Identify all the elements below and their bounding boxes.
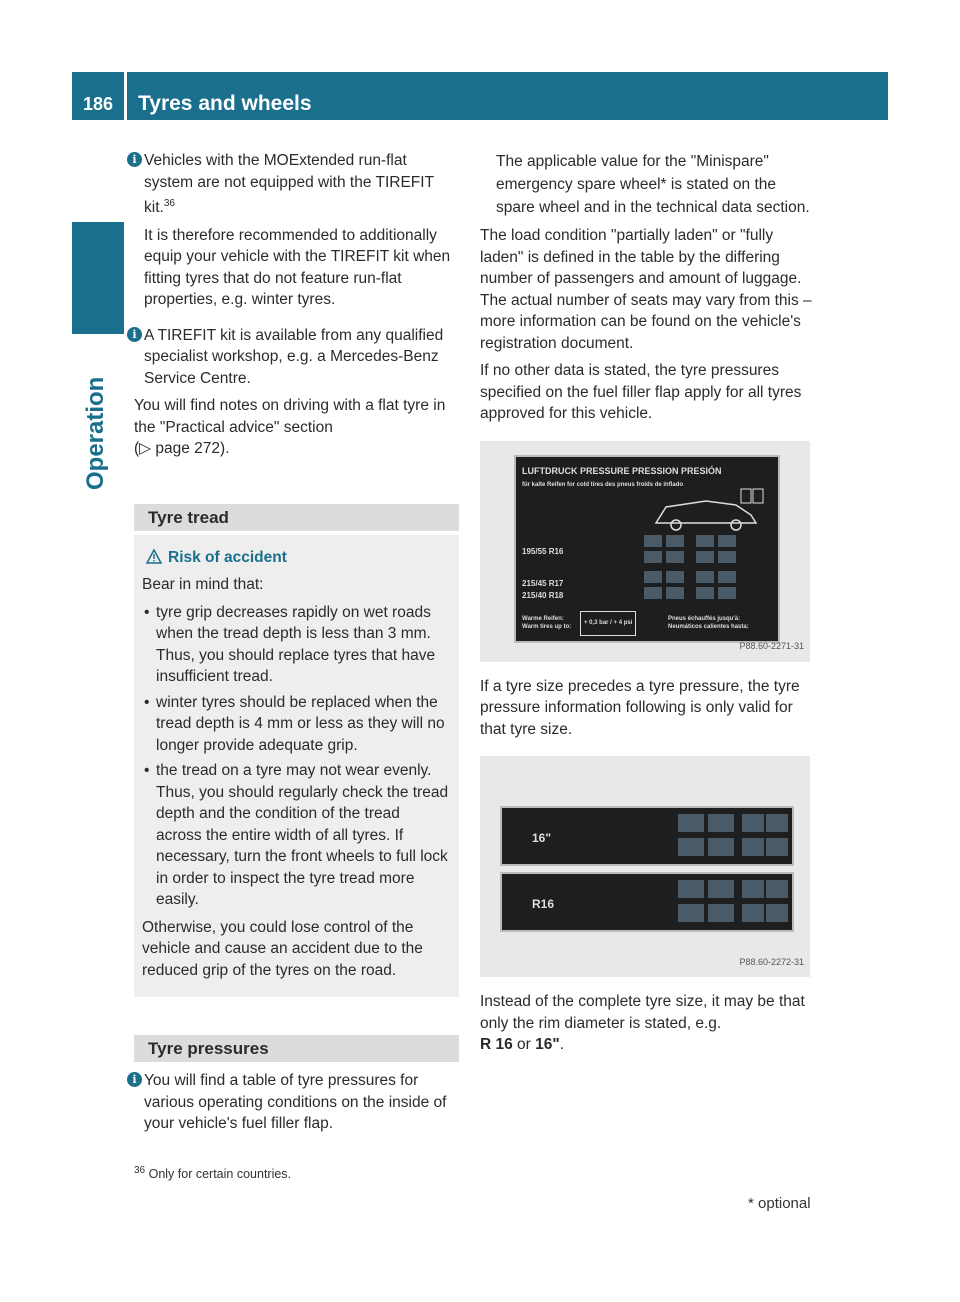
section-heading-tyre-pressures: Tyre pressures [134, 1035, 459, 1062]
plate-subtitle: für kalte Reifen for cold tires des pneus froids de inflado [522, 481, 684, 488]
info-icon: i [127, 327, 142, 342]
minispare-text: The applicable value for the "Minispare" emergency spare wheel* is stated on the spare wheel and in the technical data section. [496, 153, 810, 216]
plate-r16 [500, 872, 794, 932]
info1-line1: Vehicles with the MOExtended run-flat [144, 152, 407, 169]
flat-tyre-text: You will find notes on driving with a flat tyre in the "Practical advice" section [134, 397, 446, 436]
page-reference-link[interactable]: (▷ page 272). [134, 440, 230, 458]
side-label: Operation [82, 376, 109, 490]
header-divider [124, 72, 127, 120]
figure-caption: P88.60-2271-31 [739, 641, 804, 651]
warning-title [142, 547, 449, 569]
info-note-moextended [134, 150, 459, 311]
tyre-size-2: 215/45 R17 [522, 578, 564, 588]
plate-label-16: 16" [532, 831, 552, 845]
right-column [480, 150, 812, 1062]
tyre-size-3: 215/40 R18 [522, 590, 564, 600]
section-heading-tyre-tread: Tyre tread [134, 504, 459, 531]
tyre-size-text: If a tyre size precedes a tyre pressure, the tyre pressure information following is only valid for that tyre size. [480, 677, 800, 738]
warning-intro: Bear in mind that: [142, 576, 264, 594]
warm-value: + 0,3 bar / + 4 psi [580, 611, 636, 637]
rim-diameter-text: Instead of the complete tyre size, it may be that only the rim diameter is stated, e.g. R 16 or 16". [480, 993, 805, 1053]
info-note-tirefit [134, 325, 459, 390]
plate-label-r16: R16 [532, 897, 555, 911]
load-condition-text: The load condition "partially laden" or "fully laden" is defined in the table by the differing number of passengers and amount of luggage. The actual number of seats may vary from this – more information can be found on the vehicle's registration document. [480, 227, 812, 352]
info1-paragraph2: It is therefore recommended to additionally equip your vehicle with the TIREFIT kit when fitting tyres that do not feature run-flat properties, e.g. winter tyres. [144, 226, 451, 309]
warm-label-4: Neumáticos calientes hasta: [668, 623, 749, 630]
warning-outro: Otherwise, you could lose control of the vehicle and cause an accident due to the reduced grip of the tyres on the road. [142, 918, 423, 979]
tyre-size-1: 195/55 R16 [522, 546, 564, 556]
car-icon [646, 485, 766, 535]
info-icon: i [127, 1072, 142, 1087]
footnote-ref: 36 [163, 198, 175, 209]
warning-box [134, 535, 459, 998]
warning-title-text: Risk of accident [168, 548, 287, 566]
footnote-number: 36 [134, 1165, 146, 1176]
warm-label-2: Warm tires up to: [522, 623, 572, 630]
info1-line3: kit. [144, 199, 164, 217]
section-title: Tyres and wheels [138, 92, 312, 115]
list-item: • the tread on a tyre may not wear evenly. Thus, you should regularly check the tread depth and the condition of the tread across the entire width of all tyres. If necessary, turn the front wheels to full lock in order to inspect the tyre tread more easily. [144, 762, 449, 909]
list-item: • tyre grip decreases rapidly on wet roads when the tread depth is less than 3 mm. Thus, you should replace tyres that have insufficient tread. [144, 603, 436, 686]
side-tab [72, 222, 124, 334]
pressure-plate [514, 455, 780, 643]
rim-example-1: R 16 [480, 1036, 513, 1053]
warning-list [142, 602, 449, 911]
figure-caption: P88.60-2272-31 [739, 956, 804, 967]
plate-16-inch [500, 806, 794, 866]
info3-text: You will find a table of tyre pressures for various operating conditions on the inside of your vehicle's fuel filler flap. [144, 1072, 447, 1133]
page-number: 186 [82, 94, 114, 114]
warning-triangle-icon [146, 549, 162, 565]
info-icon: i [127, 152, 142, 167]
info-note-pressure-table [134, 1070, 459, 1135]
rim-diameter-figure [480, 756, 810, 977]
info2-text: A TIREFIT kit is available from any qualified specialist workshop, e.g. a Mercedes-Benz Service Centre. [144, 326, 444, 387]
warm-label-3: Pneus échauffés jusqu'à: [668, 615, 741, 622]
no-data-text: If no other data is stated, the tyre pressures specified on the fuel filler flap apply for all tyres approved for this vehicle. [480, 362, 802, 422]
warm-label-1: Warme Reifen: [522, 615, 564, 622]
rim-example-2: 16" [535, 1036, 560, 1053]
optional-note: * optional [748, 1195, 811, 1212]
info1-line2: system are not equipped with the TIREFIT [144, 173, 435, 191]
list-item: • winter tyres should be replaced when the tread depth is 4 mm or less as they will no longer provide adequate grip. [144, 693, 445, 754]
footnote-text: Only for certain countries. [148, 1167, 292, 1182]
tyre-pressure-label-figure [480, 441, 810, 662]
footnote [134, 1165, 291, 1181]
plate-title: LUFTDRUCK PRESSURE PRESSION PRESIÓN [522, 465, 722, 476]
left-column [134, 150, 459, 1141]
